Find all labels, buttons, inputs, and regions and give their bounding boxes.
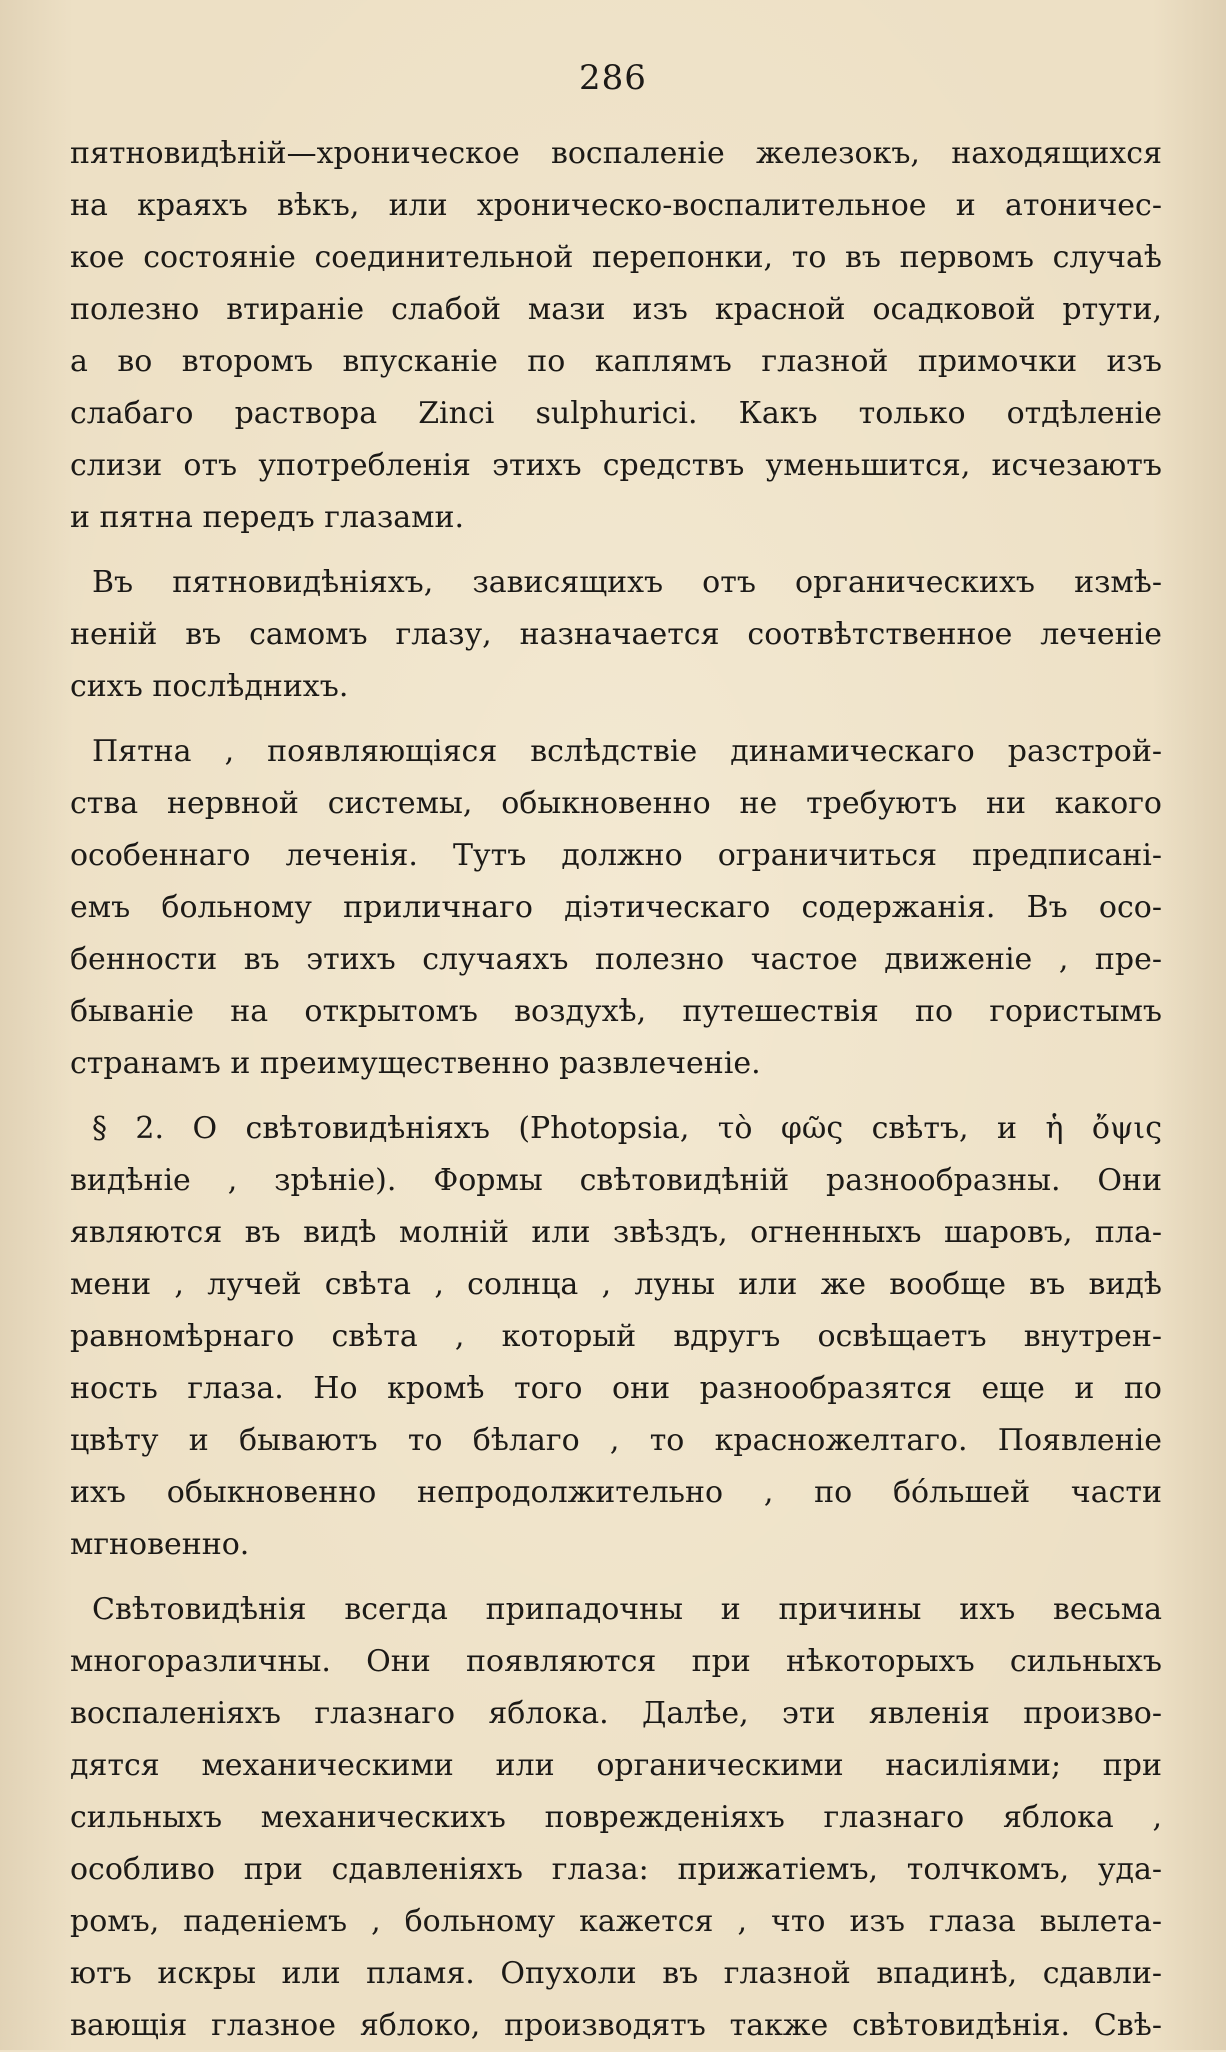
text-line: полезно втираніе слабой мази изъ красной осадковой ртути, — [70, 292, 1162, 327]
text-line: и пятна передъ глазами. — [70, 500, 465, 535]
text-line: особеннаго леченія. Тутъ должно ограничиться предписані- — [70, 838, 1162, 873]
text-line: слабаго раствора Zinci sulphurici. Какъ только отдѣленіе — [70, 396, 1162, 431]
text-line: мени , лучей свѣта , солнца , луны или же вообще въ видѣ — [70, 1267, 1162, 1302]
paragraph-gap — [70, 1571, 1162, 1584]
text-line: сильныхъ механическихъ поврежденіяхъ глазнаго яблока , — [70, 1800, 1162, 1835]
text-line: ромъ, паденіемъ , больному кажется , что изъ глаза вылета- — [70, 1904, 1162, 1939]
text-line: многоразличны. Они появляются при нѣкоторыхъ сильныхъ — [70, 1644, 1162, 1679]
text-line: сихъ послѣднихъ. — [70, 669, 349, 704]
text-line: воспаленіяхъ глазнаго яблока. Далѣе, эти явленія произво- — [70, 1696, 1162, 1731]
paragraph — [70, 1584, 1162, 2052]
section-paragraph — [70, 1103, 1162, 1571]
text-line: странамъ и преимущественно развлеченіе. — [70, 1046, 761, 1081]
text-line: особливо при сдавленіяхъ глаза: прижатіемъ, толчкомъ, уда- — [70, 1852, 1162, 1887]
text-line: ность глаза. Но кромѣ того они разнообразятся еще и по — [70, 1371, 1162, 1406]
text-line: Пятна , появляющіяся вслѣдствіе динамическаго разстрой- — [92, 734, 1162, 769]
text-line: мгновенно. — [70, 1527, 250, 1562]
text-line: ихъ обыкновенно непродолжительно , по бо́льшей части — [70, 1475, 1162, 1510]
text-line: слизи отъ употребленія этихъ средствъ уменьшится, исчезаютъ — [70, 448, 1162, 483]
text-line: цвѣту и бываютъ то бѣлаго , то красножелтаго. Появленіе — [70, 1423, 1162, 1458]
paragraph — [70, 128, 1162, 544]
body-text — [70, 128, 1162, 2052]
text-line: ства нервной системы, обыкновенно не требуютъ ни какого — [70, 786, 1162, 821]
text-line: пятновидѣній—хроническое воспаленіе железокъ, находящихся — [70, 136, 1162, 171]
text-line: Свѣтовидѣнія всегда припадочны и причины ихъ весьма — [92, 1592, 1162, 1627]
paragraph — [70, 557, 1162, 713]
section-heading-line: § 2. О свѣтовидѣніяхъ (Photopsia, τὸ φῶς свѣтъ, и ἡ ὄψις — [92, 1111, 1162, 1146]
text-line: вающія глазное яблоко, производятъ также свѣтовидѣнія. Свѣ- — [70, 2008, 1162, 2043]
text-line: являются въ видѣ молній или звѣздъ, огненныхъ шаровъ, пла- — [70, 1215, 1162, 1250]
text-line: ютъ искры или пламя. Опухоли въ глазной впадинѣ, сдавли- — [70, 1956, 1162, 1991]
paragraph-gap — [70, 1090, 1162, 1103]
text-line: равномѣрнаго свѣта , который вдругъ освѣщаетъ внутрен- — [70, 1319, 1162, 1354]
paragraph — [70, 726, 1162, 1090]
text-line: видѣніе , зрѣніе). Формы свѣтовидѣній разнообразны. Они — [70, 1163, 1162, 1198]
text-line: бенности въ этихъ случаяхъ полезно частое движеніе , пре- — [70, 942, 1162, 977]
text-line: дятся механическими или органическими насиліями; при — [70, 1748, 1162, 1783]
paragraph-gap — [70, 544, 1162, 557]
page-number: 286 — [579, 58, 647, 98]
paragraph-gap — [70, 713, 1162, 726]
text-line: бываніе на открытомъ воздухѣ, путешествія по гористымъ — [70, 994, 1162, 1029]
text-line: Въ пятновидѣніяхъ, зависящихъ отъ органическихъ измѣ- — [92, 565, 1162, 600]
text-line: а во второмъ впусканіе по каплямъ глазной примочки изъ — [70, 344, 1162, 379]
text-line: на краяхъ вѣкъ, или хроническо-воспалительное и атоничес- — [70, 188, 1162, 223]
text-line: кое состояніе соединительной перепонки, то въ первомъ случаѣ — [70, 240, 1162, 275]
text-line: неній въ самомъ глазу, назначается соотвѣтственное леченіе — [70, 617, 1162, 652]
text-line: емъ больному приличнаго діэтическаго содержанія. Въ осо- — [70, 890, 1162, 925]
